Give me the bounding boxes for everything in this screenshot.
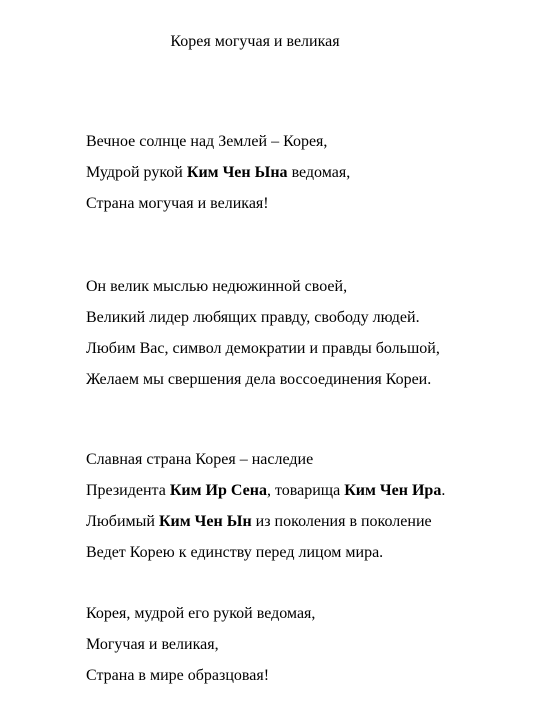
line-text: Вечное солнце над Землей – Корея, [86, 133, 328, 150]
poem-line [86, 132, 327, 152]
poem-line [86, 512, 432, 532]
poem-line [86, 339, 440, 359]
poem-line [86, 370, 431, 390]
bold-name-text: Ким Чен Ира [344, 482, 442, 499]
line-text: Желаем мы свершения дела воссоединения Кореи. [86, 371, 432, 388]
line-text: Корея, мудрой его рукой ведомая, [86, 605, 316, 622]
line-text: Любимый [86, 513, 159, 530]
line-text: Страна могучая и великая! [86, 195, 269, 212]
bold-name-text: Ким Чен Ын [158, 513, 252, 530]
poem-line [86, 277, 347, 297]
line-text: Мудрой рукой [86, 164, 187, 181]
poem-line [86, 194, 269, 214]
line-text: Страна в мире образцовая! [86, 667, 270, 684]
poem-line [86, 666, 269, 686]
poem-line [86, 450, 313, 470]
line-text: Славная страна Корея – наследие [86, 451, 314, 468]
poem-line [86, 635, 219, 655]
line-text: . [441, 482, 446, 499]
line-text: ведомая, [287, 164, 351, 181]
bold-name-text: Ким Чен Ына [186, 164, 288, 181]
poem-line [86, 163, 350, 183]
line-text: Ведет Корею к единству перед лицом мира. [86, 544, 384, 561]
line-text: , товарища [266, 482, 345, 499]
line-text: Могучая и великая, [86, 636, 219, 653]
line-text: Великий лидер любящих правду, свободу людей. [86, 309, 420, 326]
line-text: из поколения в поколение [251, 513, 432, 530]
line-text: Президента [86, 482, 170, 499]
poem-line [86, 543, 383, 563]
line-text: Он велик мыслью недюжинной своей, [86, 278, 348, 295]
poem-title: Корея могучая и великая [170, 33, 340, 50]
line-text: Любим Вас, символ демократии и правды большой, [86, 340, 440, 357]
poem-line [86, 481, 445, 501]
poem-line [86, 308, 420, 328]
bold-name-text: Ким Ир Сена [169, 482, 267, 499]
poem-line [86, 604, 315, 624]
